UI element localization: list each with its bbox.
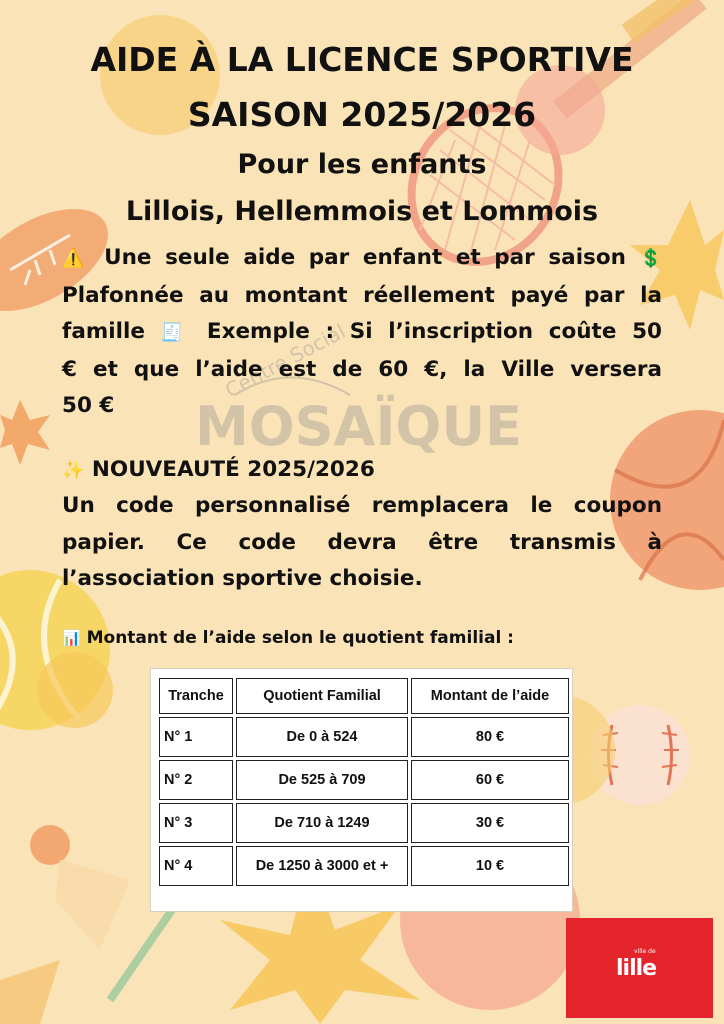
cell-montant: 30 € — [411, 803, 569, 843]
cell-quotient: De 0 à 524 — [236, 717, 408, 757]
logo-text: lille — [616, 956, 657, 981]
table-row — [159, 760, 569, 800]
cell-montant: 80 € — [411, 717, 569, 757]
shuttlecock-icon — [30, 825, 130, 950]
aid-table-card — [150, 668, 573, 912]
cell-tranche: N° 3 — [159, 803, 233, 843]
ville-de-lille-logo — [566, 918, 713, 1018]
nouveaute-paragraph — [62, 488, 662, 598]
subtitle-line1: Pour les enfants — [237, 149, 487, 180]
bar-chart-icon: 📊 — [62, 629, 81, 647]
table-section-heading: 📊 Montant de l’aide selon le quotient familial : — [62, 628, 514, 648]
cell-tranche: N° 1 — [159, 717, 233, 757]
nouveaute-heading: ✨ NOUVEAUTÉ 2025/2026 — [62, 457, 375, 482]
nouveaute-line-3: l’association sportive choisie. — [62, 566, 423, 591]
cell-quotient: De 710 à 1249 — [236, 803, 408, 843]
cell-tranche: N° 2 — [159, 760, 233, 800]
cell-quotient: De 525 à 709 — [236, 760, 408, 800]
header-montant: Montant de l’aide — [411, 678, 569, 714]
header-quotient: Quotient Familial — [236, 678, 408, 714]
info-line-3: famille 🧾 Exemple : Si l’inscription coûte 50 — [62, 319, 662, 344]
logo-small-text: ville de — [634, 948, 656, 955]
sparkles-icon: ✨ — [62, 460, 85, 481]
info-line-2: Plafonnée au montant réellement payé par la — [62, 282, 662, 308]
info-line-1: ⚠️ Une seule aide par enfant et par saison 💲 — [62, 245, 662, 270]
warning-icon: ⚠️ — [62, 248, 91, 269]
table-row — [159, 846, 569, 886]
cell-montant: 60 € — [411, 760, 569, 800]
watermark-main-text: MOSAÏQUE — [195, 395, 523, 458]
dollar-icon: 💲 — [639, 248, 662, 269]
lille-logo-mark — [616, 948, 664, 988]
table-row — [159, 803, 569, 843]
watermark-top-text: Centre Social — [221, 319, 350, 403]
aid-table — [156, 675, 572, 889]
table-row — [159, 717, 569, 757]
table-header-row — [159, 678, 569, 714]
info-paragraph — [62, 240, 662, 425]
receipt-icon: 🧾 — [160, 322, 192, 343]
nouveaute-line-1: Un code personnalisé remplacera le coupon — [62, 493, 662, 518]
subtitle-line2: Lillois, Hellemmois et Lommois — [125, 196, 599, 227]
page-title-line1: AIDE À LA LICENCE SPORTIVE — [90, 40, 634, 79]
cell-montant: 10 € — [411, 846, 569, 886]
page-title-line2: SAISON 2025/2026 — [187, 95, 537, 134]
info-line-4: € et que l’aide est de 60 €, la Ville versera — [62, 356, 662, 382]
cell-quotient: De 1250 à 3000 et + — [236, 846, 408, 886]
info-line-5: 50 € — [62, 393, 115, 418]
header-tranche: Tranche — [159, 678, 233, 714]
nouveaute-line-2: papier. Ce code devra être transmis à — [62, 529, 662, 555]
cell-tranche: N° 4 — [159, 846, 233, 886]
